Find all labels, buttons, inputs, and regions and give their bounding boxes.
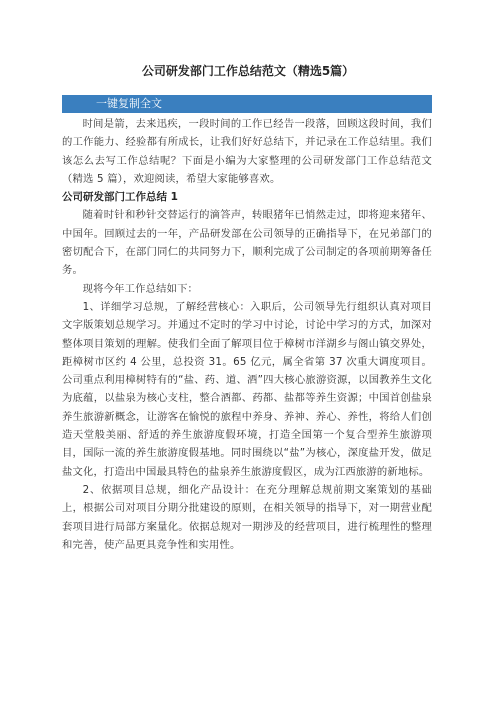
copy-all-button[interactable]: [62, 95, 432, 113]
intro-paragraph: 时间是箭，去来迅疾，一段时间的工作已经告一段落，回顾这段时间，我们的工作能力、经验都有所成长，让我们好好总结下，并记录在工作总结里。我们该怎么去写工作总结呢？下面是小编为大家整理的公司研发部门工作总结范文（精选 5 篇），欢迎阅读，希望大家能够喜欢。: [62, 118, 432, 185]
body-paragraph: 随着时针和秒针交替运行的滴答声，转眼猪年已悄然走过，即将迎来猪年、中国年。回顾过去的一年，产品研发部在公司领导的正确指导下，在兄弟部门的密切配合下，在部门同仁的共同努力下，顺利完成了公司制定的各项前期筹备任务。: [62, 209, 432, 277]
body-paragraph: 2、依据项目总规，细化产品设计：在充分理解总规前期文案策划的基础上，根据公司对项目分期分批建设的原则，在相关领导的指导下，对一期营业配套项目进行局部方案量化。依据总规对一期涉及的经营项目，进行梳理性的整理和完善，使产品更具竞争性和实用性。: [62, 483, 432, 551]
document-title: 公司研发部门工作总结范文（精选5篇）: [141, 64, 355, 78]
body-paragraph: 现将今年工作总结如下：: [82, 282, 199, 295]
document-body: [62, 115, 432, 554]
section-heading: 公司研发部门工作总结 1: [62, 191, 178, 204]
body-paragraph: 1、详细学习总规，了解经营核心：入职后，公司领导先行组织认真对项目文字版策划总规学习。并通过不定时的学习中讨论，讨论中学习的方式，加深对整体项目策划的理解。使我们全面了解项目位于樟树市洋湖乡与阁山镇交界处，距樟树市区约 4 公里，总投资 31。65 亿元，属全省第 37 次重大调度项目。公司重点利用樟树特有的“盐、药、道、酒”四大核心旅游资源，以国教养生文化为底蕴，以盐泉为核心支柱，整合酒都、药都、盐都等养生资源；中国首创盐泉养生旅游新概念，让游客在愉悦的旅程中养身、养神、养心、养性，将给人们创造天堂般美丽、舒适的养生旅游度假环境，打造全国第一个复合型养生旅游项目，国际一流的养生旅游度假基地。同时围绕以“盐”为核心，深度盐开发，做足盐文化，打造出中国最具特色的盐泉养生旅游度假区，成为江西旅游的新地标。: [62, 300, 432, 478]
copy-all-button-label: 一键复制全文: [96, 97, 162, 110]
